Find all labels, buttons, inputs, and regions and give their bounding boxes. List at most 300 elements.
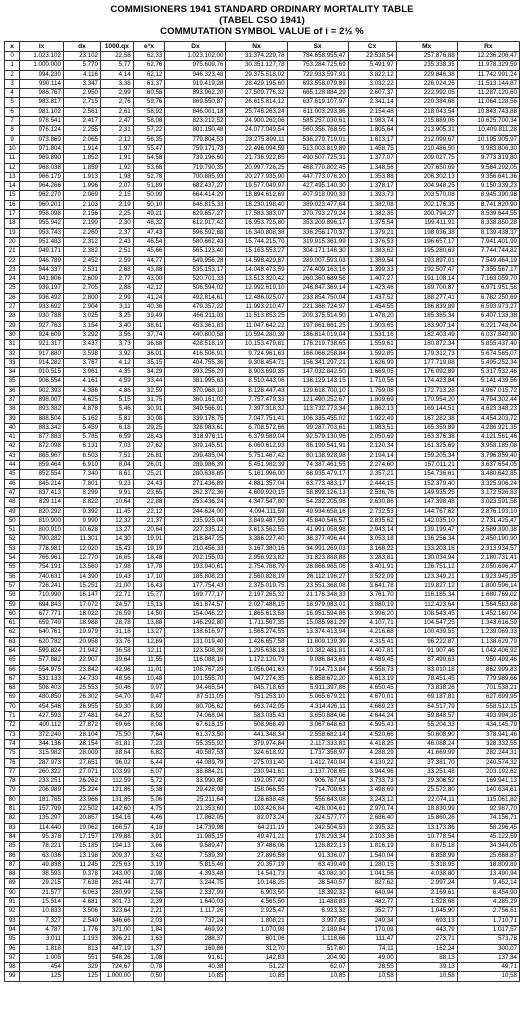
table-cell: 25.668,87 [457, 851, 519, 860]
table-row [5, 498, 520, 507]
table-cell: 15,13 [133, 600, 165, 609]
table-cell: 8.822 [63, 498, 100, 507]
table-cell: 221.368.724,97 [287, 303, 348, 312]
table-cell: 33,44 [133, 377, 165, 386]
table-cell: 962.270 [20, 191, 64, 200]
table-cell: 2.531 [63, 265, 100, 274]
table-cell: 48,32 [133, 219, 165, 228]
table-cell: 69,66 [101, 721, 134, 730]
table-cell: 1.458,75 [348, 144, 396, 153]
table-cell: 129.618.700,10 [287, 386, 348, 395]
table-cell: 813 [63, 944, 100, 953]
table-cell: 1.478,20 [348, 312, 396, 321]
table-cell: 165.359,89 [396, 423, 457, 432]
table-row [5, 637, 520, 646]
table-cell: 11.985,15 [165, 832, 226, 841]
table-cell: 1.531,16 [348, 330, 396, 339]
table-cell: 1.865.613,58 [226, 609, 287, 618]
table-cell: 275.031,40 [226, 758, 287, 767]
table-cell: 3.650.684,06 [287, 712, 348, 721]
table-cell: 434.145,79 [457, 721, 519, 730]
table-cell: 1,08 [133, 953, 165, 962]
table-row [5, 265, 520, 274]
table-cell: 4,86 [101, 386, 134, 395]
table-cell: 8.139.438,37 [457, 228, 519, 237]
table-cell: 199.411,91 [396, 219, 457, 228]
table-cell: 2.255 [63, 126, 100, 135]
table-cell: 7.941.401,99 [457, 237, 519, 246]
table-cell: 1.711.567,35 [226, 619, 287, 628]
table-cell: 142,60 [101, 805, 134, 814]
table-cell: 10,58 [457, 972, 519, 981]
table-cell: 128.638,48 [226, 795, 287, 804]
table-cell: 2.341,14 [348, 98, 396, 107]
table-cell: 92 [5, 907, 20, 916]
table-cell: 1,84 [133, 925, 165, 934]
table-cell: 304.171.146,30 [287, 247, 348, 256]
table-cell: 44 [5, 461, 20, 470]
table-cell: 20.997.726,25 [226, 163, 287, 172]
table-cell: 30,08 [133, 414, 165, 423]
table-cell: 12.486.025,07 [226, 293, 287, 302]
table-cell: 2.103 [63, 200, 100, 209]
table-cell: 83 [5, 823, 20, 832]
table-cell: 3.167.380,16 [226, 544, 287, 553]
table-cell: 2,31 [101, 126, 134, 135]
table-cell: 22.496.094,59 [226, 144, 287, 153]
table-cell: 203.570,08 [396, 191, 457, 200]
table-cell: 177.754,43 [165, 581, 226, 590]
table-cell: 7.355.567,17 [457, 265, 519, 274]
table-cell: 976.124 [20, 126, 64, 135]
table-cell: 26,01 [133, 461, 165, 470]
table-cell: 3,25 [101, 312, 134, 321]
table-cell: 147.032.842,50 [287, 368, 348, 377]
table-cell: 170.954,20 [396, 395, 457, 404]
table-row [5, 786, 520, 795]
table-cell: 67 [5, 674, 20, 683]
table-cell: 4.121.561,46 [457, 433, 519, 442]
table-cell: 218.847,25 [165, 535, 226, 544]
table-row [5, 284, 520, 293]
table-cell: 3.243,12 [348, 795, 396, 804]
table-cell: 101.555,70 [165, 674, 226, 683]
table-cell: 11.301 [63, 535, 100, 544]
table-cell: 91.336,07 [287, 851, 348, 860]
table-cell: 186.814.019,04 [287, 330, 348, 339]
table-body [5, 52, 520, 982]
table-cell: 2.050.696,47 [457, 563, 519, 572]
table-cell: 121,86 [101, 786, 134, 795]
table-cell: 877.883 [20, 433, 64, 442]
table-cell: 9.564.292,05 [457, 163, 519, 172]
table-cell: 565.123,40 [165, 247, 226, 256]
table-cell: 18.988 [63, 619, 100, 628]
table-cell: 393.256,29 [165, 368, 226, 377]
table-cell: 10,58 [396, 972, 457, 981]
table-heading [4, 4, 520, 37]
table-cell: 55.204,33 [396, 721, 457, 730]
table-cell: 2.561 [63, 107, 100, 116]
table-cell: 1.626,99 [348, 358, 396, 367]
table-cell: 12,69 [133, 637, 165, 646]
table-cell: 41 [5, 433, 20, 442]
table-row [5, 851, 520, 860]
table-cell: 36,88 [133, 340, 165, 349]
table-cell: 52 [5, 535, 20, 544]
table-cell: 49.838 [20, 860, 64, 869]
table-cell: 9.589,47 [165, 842, 226, 851]
table-cell: 26.615.814,12 [226, 98, 287, 107]
table-cell: 19.979 [63, 628, 100, 637]
table-cell: 2.950 [63, 89, 100, 98]
table-cell: 58 [5, 591, 20, 600]
table-cell: 21 [5, 247, 20, 256]
table-cell: 4,59 [101, 377, 134, 386]
table-cell: 443,79 [396, 925, 457, 934]
table-cell: 169.941,13 [457, 777, 519, 786]
column-header: Sx [287, 42, 348, 52]
table-cell: 3.244,75 [165, 879, 226, 888]
table-cell: 3.598 [63, 349, 100, 358]
table-cell: 8 [5, 126, 20, 135]
table-cell: 859.464 [20, 461, 64, 470]
table-cell: 1.776 [63, 925, 100, 934]
table-cell: 13,27 [101, 526, 134, 535]
table-cell: 104.547,25 [396, 619, 457, 628]
table-cell: 193.897,01 [396, 256, 457, 265]
table-cell: 18.809,89 [457, 860, 519, 869]
column-header: e°x [133, 42, 165, 52]
table-cell: 2.876.193,10 [457, 507, 519, 516]
table-cell: 352,77 [348, 907, 396, 916]
table-cell: 2,76 [101, 98, 134, 107]
table-row [5, 600, 520, 609]
table-cell: 7.327 [20, 916, 64, 925]
table-cell: 38.884,21 [165, 767, 226, 776]
table-cell: 49,71 [457, 963, 519, 972]
table-cell: 6,07 [133, 767, 165, 776]
table-cell: 827,62 [348, 879, 396, 888]
table-cell: 15.085.981,29 [287, 619, 348, 628]
table-row [5, 563, 520, 572]
table-cell: 85 [5, 842, 20, 851]
table-cell: 51 [5, 526, 20, 535]
table-cell: 953.743 [20, 228, 64, 237]
table-cell: 4,46 [133, 814, 165, 823]
table-cell: 10,85 [226, 972, 287, 981]
table-row [5, 368, 520, 377]
table-cell: 16.951.594,86 [287, 609, 348, 618]
table-cell: 2.395,32 [348, 823, 396, 832]
table-cell: 27 [5, 303, 20, 312]
table-cell: 4,75 [133, 805, 165, 814]
table-cell: 328.983,61 [165, 423, 226, 432]
table-cell: 389.023.477,64 [287, 200, 348, 209]
table-cell: 21.176.348,33 [287, 591, 348, 600]
table-cell: 1.922,49 [348, 414, 396, 423]
table-cell: 1.353,88 [348, 172, 396, 181]
table-row [5, 972, 520, 981]
table-cell: 11.488,83 [287, 898, 348, 907]
table-cell: 6 [5, 107, 20, 116]
table-cell: 3.053,18 [348, 535, 396, 544]
table-cell: 2,12 [101, 135, 134, 144]
table-cell: 11,01 [133, 665, 165, 674]
table-cell: 76 [5, 758, 20, 767]
table-cell: 2,21 [133, 907, 165, 916]
table-cell: 10.778,54 [396, 832, 457, 841]
table-cell: 1.996 [63, 182, 100, 191]
table-cell: 4.794.302,44 [457, 395, 519, 404]
table-row [5, 758, 520, 767]
table-cell: 2.260 [63, 228, 100, 237]
table-cell: 196.657,17 [396, 237, 457, 246]
table-cell: 3.437 [63, 340, 100, 349]
table-cell: 17,78 [133, 563, 165, 572]
table-cell: 1.005 [20, 953, 64, 962]
table-row [5, 135, 520, 144]
table-cell: 46,54 [133, 237, 165, 246]
table-cell: 97 [5, 953, 20, 962]
table-cell: 64.211,19 [226, 823, 287, 832]
table-cell: 1.399,33 [348, 265, 396, 274]
table-cell: 12.020 [63, 544, 100, 553]
table-cell: 4,18 [133, 823, 165, 832]
table-cell: 865.967 [20, 451, 64, 460]
table-cell: 7.744.744,82 [457, 247, 519, 256]
table-cell: 88,13 [396, 953, 457, 962]
table-cell: 1,97 [101, 144, 134, 153]
table-cell: 28.540,57 [287, 879, 348, 888]
table-cell: 15,43 [101, 544, 134, 553]
table-cell: 9.378 [63, 870, 100, 879]
table-cell: 220.384,68 [396, 98, 457, 107]
table-cell: 739.196,60 [165, 154, 226, 163]
table-cell: 186.839,89 [396, 303, 457, 312]
table-cell: 2.731.425,47 [457, 516, 519, 525]
table-cell: 1.295.638,18 [226, 647, 287, 656]
table-cell: 125 [20, 972, 64, 981]
table-cell: 41,24 [133, 293, 165, 302]
table-cell: 9.392 [63, 507, 100, 516]
table-cell: 627.699,95 [457, 693, 519, 702]
table-cell: 3,40 [101, 321, 134, 330]
table-cell: 947.274,35 [226, 674, 287, 683]
table-cell: 2.560.828,19 [226, 572, 287, 581]
table-row [5, 879, 520, 888]
table-cell: 5,38 [133, 786, 165, 795]
table-cell: 253.436,24 [165, 498, 226, 507]
table-cell: 157.011,21 [396, 461, 457, 470]
table-cell: 23 [5, 265, 20, 274]
table-cell: 15.744.215,70 [226, 237, 287, 246]
table-cell: 17.157 [63, 832, 100, 841]
table-cell: 11.742.991,24 [457, 70, 519, 79]
table-cell: 726.241 [20, 581, 64, 590]
table-cell: 4.609.920,15 [226, 488, 287, 497]
table-cell: 837.413 [20, 488, 64, 497]
table-cell: 36 [5, 386, 20, 395]
table-cell: 15.514 [20, 898, 64, 907]
table-cell: 9.983.806,30 [457, 144, 519, 153]
table-cell: 98 [5, 963, 20, 972]
table-row [5, 898, 520, 907]
table-cell: 235.338,35 [396, 61, 457, 70]
table-cell: 177.719,88 [396, 358, 457, 367]
table-cell: 67.618,15 [165, 721, 226, 730]
table-row [5, 461, 520, 470]
table-cell: 34.991.269,03 [287, 544, 348, 553]
table-cell: 113.732.773,34 [287, 405, 348, 414]
table-cell: 86.199.541,91 [287, 442, 348, 451]
table-cell: 535.153,17 [165, 265, 226, 274]
table-cell: 57,22 [133, 126, 165, 135]
table-cell: 11,45 [101, 507, 134, 516]
table-cell: 233.251 [20, 777, 64, 786]
table-cell: 74,11 [348, 944, 396, 953]
table-cell: 209,37 [101, 851, 134, 860]
table-cell: 3.386.227,40 [226, 535, 287, 544]
table-cell: 44,77 [133, 256, 165, 265]
table-cell: 1.412.740,04 [287, 758, 348, 767]
table-cell: 1.137.708,65 [287, 767, 348, 776]
table-cell: 1.423,46 [348, 284, 396, 293]
column-header: Mx [396, 42, 457, 52]
table-cell: 226.024,26 [396, 79, 457, 88]
table-cell: 2.417 [63, 117, 100, 126]
table-cell: 372.240 [20, 730, 64, 739]
table-cell: 22,58 [101, 52, 134, 61]
table-cell: 19.062 [63, 823, 100, 832]
table-cell: 81 [5, 805, 20, 814]
table-cell: 38 [5, 405, 20, 414]
table-cell: 280,99 [101, 888, 134, 897]
table-cell: 506.403 [20, 684, 64, 693]
table-cell: 3.849.487,59 [226, 516, 287, 525]
table-cell: 14.739,98 [165, 823, 226, 832]
table-cell: 31.374.229,78 [226, 52, 287, 61]
table-cell: 441.348,34 [226, 730, 287, 739]
table-cell: 27.896,58 [226, 851, 287, 860]
table-cell: 137,84 [457, 953, 519, 962]
table-cell: 946.323,48 [165, 70, 226, 79]
table-cell: 694.843 [20, 600, 64, 609]
table-cell: 10.625.700,34 [457, 117, 519, 126]
table-cell: 9 [5, 135, 20, 144]
table-cell: 273,71 [396, 935, 457, 944]
table-cell: 25 [5, 284, 20, 293]
table-row [5, 61, 520, 70]
table-cell: 3.154 [63, 321, 100, 330]
table-cell: 6.903,50 [226, 888, 287, 897]
table-cell: 427.495.140,30 [287, 182, 348, 191]
table-cell: 11,55 [133, 656, 165, 665]
table-cell: 10.833 [20, 907, 64, 916]
table-cell: 701.538,21 [457, 684, 519, 693]
table-cell: 4 [5, 89, 20, 98]
table-cell: 25.211,64 [165, 795, 226, 804]
table-cell: 32,59 [133, 386, 165, 395]
table-cell: 206.302,13 [396, 172, 457, 181]
table-cell: 944.337 [20, 265, 64, 274]
table-cell: 50 [5, 516, 20, 525]
table-cell: 3,92 [101, 349, 134, 358]
table-cell: 135.297 [20, 814, 64, 823]
table-row [5, 386, 520, 395]
table-cell: 49,00 [348, 953, 396, 962]
table-cell: 454.548 [20, 702, 64, 711]
table-row [5, 256, 520, 265]
table-cell: 130.034,94 [396, 554, 457, 563]
table-cell: 5.451.982,39 [226, 461, 287, 470]
table-cell: 42,12 [133, 284, 165, 293]
table-cell: 6.503 [63, 451, 100, 460]
table-cell: 3.032,22 [348, 79, 396, 88]
table-cell: 1.913 [63, 172, 100, 181]
table-cell: 10,85 [287, 972, 348, 981]
table-cell: 941.806 [20, 275, 64, 284]
table-cell: 3.011 [20, 935, 64, 944]
table-cell: 883.342 [20, 423, 64, 432]
table-cell: 60 [5, 609, 20, 618]
table-cell: 1.407,27 [348, 275, 396, 284]
table-cell: 9.452,14 [457, 879, 519, 888]
table-cell: 23,65 [133, 488, 165, 497]
table-cell: 49 [5, 507, 20, 516]
table-cell: 282.244,31 [457, 749, 519, 758]
table-row [5, 684, 520, 693]
table-cell: 31.823.888,88 [287, 554, 348, 563]
table-cell: 48 [5, 498, 20, 507]
table-cell: 111,47 [348, 935, 396, 944]
table-row [5, 470, 520, 479]
table-cell: 26.955 [63, 702, 100, 711]
table-cell: 249,34 [348, 916, 396, 925]
table-cell: 1.375,54 [348, 219, 396, 228]
table-cell: 8.675,18 [396, 842, 457, 851]
table-cell: 170,09 [348, 925, 396, 934]
table-header-row [5, 42, 520, 52]
table-cell: 3.347 [63, 79, 100, 88]
table-row [5, 935, 520, 944]
table-cell: 10,48 [133, 674, 165, 683]
table-cell: 29.306,52 [396, 777, 457, 786]
table-cell: 21.353,60 [165, 805, 226, 814]
table-cell: 5.317.532,46 [457, 368, 519, 377]
table-cell: 8.510.443,06 [226, 377, 287, 386]
table-cell: 2,15 [101, 191, 134, 200]
table-cell: 123.349,21 [396, 572, 457, 581]
table-row [5, 507, 520, 516]
table-cell: 133.203,16 [396, 544, 457, 553]
table-cell: 65 [5, 656, 20, 665]
table-cell: 27.481 [63, 712, 100, 721]
table-cell: 36,01 [133, 349, 165, 358]
table-cell: 14 [5, 182, 20, 191]
table-cell: 1,92 [101, 163, 134, 172]
table-cell: 73.838,26 [396, 684, 457, 693]
table-cell: 24,43 [133, 479, 165, 488]
table-cell: 1.041,56 [348, 870, 396, 879]
table-row [5, 795, 520, 804]
table-cell: 2.069 [63, 191, 100, 200]
column-header: lx [20, 42, 64, 52]
table-cell: 951.483 [20, 237, 64, 246]
table-cell: 2,98 [133, 870, 165, 879]
table-cell: 227.335,12 [165, 526, 226, 535]
table-cell: 6.593.973,27 [457, 303, 519, 312]
